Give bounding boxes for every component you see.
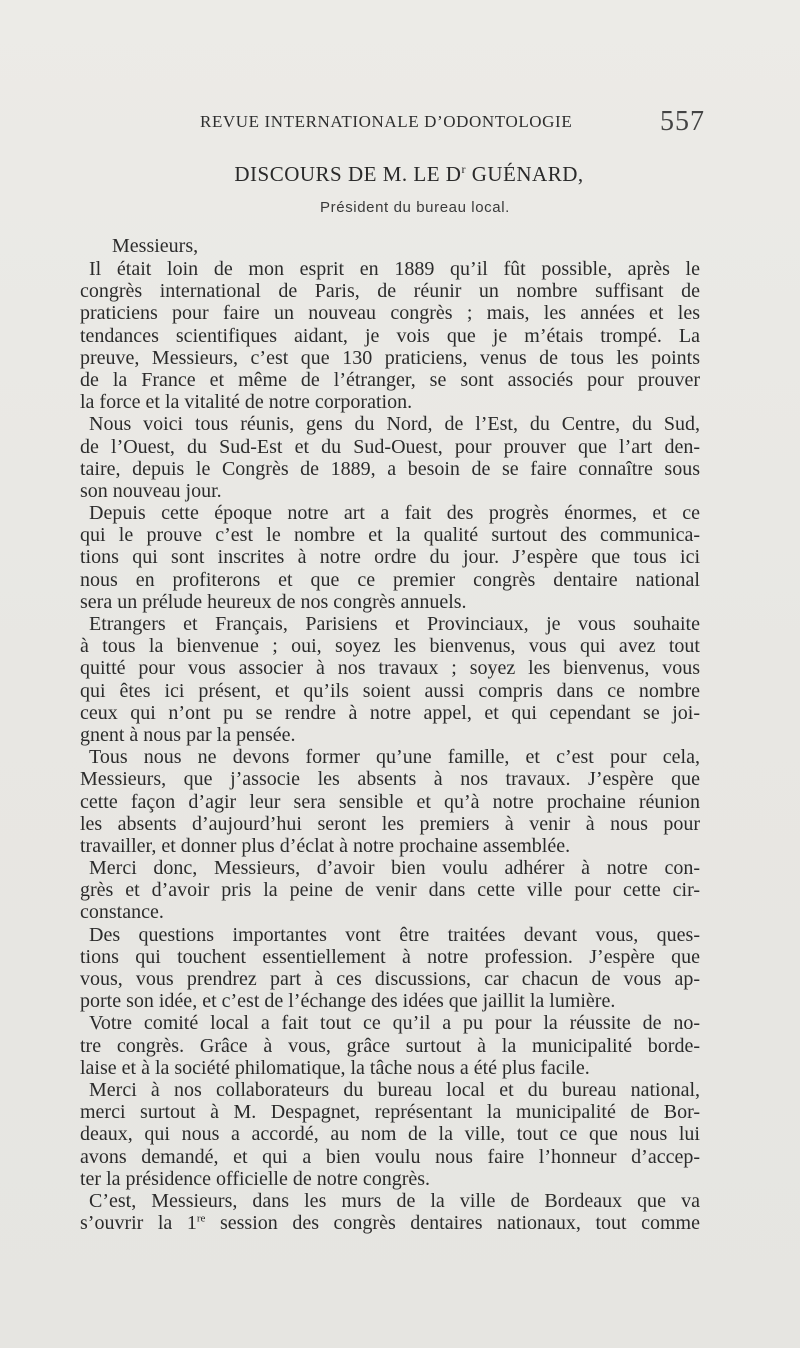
text-line: laise et à la société philomatique, la tâche nous a été plus facile.: [80, 1056, 590, 1079]
text-line: nous en profiterons et que ce premier congrès dentaire national: [80, 568, 700, 591]
text-line: Des questions importantes vont être traitées devant vous, ques-: [89, 923, 700, 946]
text-line: deaux, qui nous a accordé, au nom de la ville, tout ce que nous lui: [80, 1123, 700, 1146]
text-line: tions qui touchent essentiellement à notre profession. J’espère que: [80, 945, 700, 968]
text-line-part: s’ouvrir la 1: [80, 1212, 197, 1235]
text-line: son nouveau jour.: [80, 479, 222, 502]
speech-title-sup: r: [461, 162, 466, 176]
text-line: gnent à nous par la pensée.: [80, 723, 296, 746]
text-line: Nous voici tous réunis, gens du Nord, de l’Est, du Centre, du Sud,: [89, 413, 700, 436]
speech-title: [0, 162, 800, 187]
text-line: Tous nous ne devons former qu’une famille, et c’est pour cela,: [89, 746, 700, 769]
text-line: Votre comité local a fait tout ce qu’il a pu pour la réussite de no-: [89, 1012, 700, 1035]
text-line: qui le prouve c’est le nombre et la qualité surtout des communica-: [80, 524, 700, 547]
speech-title-main: DISCOURS DE M. LE D: [234, 162, 462, 186]
text-line: vous, vous prendrez part à ces discussions, car chacun de vous ap-: [80, 968, 700, 990]
text-line: taire, depuis le Congrès de 1889, a besoin de se faire connaître sous: [80, 457, 700, 480]
text-line: de l’Ouest, du Sud-Est et du Sud-Ouest, pour prouver que l’art den-: [80, 435, 700, 458]
text-line: Messieurs, que j’associe les absents à nos travaux. J’espère que: [80, 768, 700, 791]
text-line: à tous la bienvenue ; oui, soyez les bienvenus, vous qui avez tout: [80, 635, 700, 658]
text-line: grès et d’avoir pris la peine de venir dans cette ville pour cette cir-: [80, 879, 700, 902]
speech-subtitle: Président du bureau local.: [320, 199, 510, 216]
text-line: praticiens pour faire un nouveau congrès ; mais, les années et les: [80, 302, 700, 325]
text-line: congrès international de Paris, de réunir un nombre suffisant de: [80, 280, 700, 303]
text-line: Etrangers et Français, Parisiens et Provinciaux, je vous souhaite: [89, 613, 700, 635]
text-line: C’est, Messieurs, dans les murs de la ville de Bordeaux que va: [89, 1189, 700, 1212]
text-line: la force et la vitalité de notre corporation.: [80, 391, 413, 414]
text-line: tendances scientifiques aidant, je vois que je m’étais trompé. La: [80, 324, 700, 347]
text-line: les absents d’aujourd’hui seront les premiers à venir à nous pour: [80, 812, 700, 835]
text-line: qui êtes ici présent, et qu’ils soient aussi compris dans ce nombre: [80, 679, 700, 702]
page-number: 557: [660, 106, 705, 137]
salutation: Messieurs,: [112, 235, 199, 257]
text-line: Merci à nos collaborateurs du bureau local et du bureau national,: [89, 1078, 700, 1101]
text-line: ter la présidence officielle de notre congrès.: [80, 1167, 431, 1190]
text-line: constance.: [80, 901, 164, 924]
text-line: tions qui sont inscrites à notre ordre du jour. J’espère que tous ici: [80, 546, 700, 569]
text-line: de la France et même de l’étranger, se sont associés pour prouver: [80, 368, 700, 391]
text-line: travailler, et donner plus d’éclat à notre prochaine assemblée.: [80, 834, 571, 857]
text-line: merci surtout à M. Despagnet, représentant la municipalité de Bor-: [80, 1101, 700, 1124]
text-line: [80, 1212, 700, 1234]
text-line-part: session des congrès dentaires nationaux, tout comme: [205, 1212, 700, 1235]
text-line: porte son idée, et c’est de l’échange des idées que jaillit la lumière.: [80, 990, 616, 1013]
text-line: preuve, Messieurs, c’est que 130 praticiens, venus de tous les points: [80, 346, 700, 369]
text-line: tre congrès. Grâce à vous, grâce surtout à la municipalité borde-: [80, 1034, 700, 1057]
running-head: [0, 106, 800, 142]
text-line: Merci donc, Messieurs, d’avoir bien voulu adhérer à notre con-: [89, 857, 700, 880]
text-line: Depuis cette époque notre art a fait des progrès énormes, et ce: [89, 502, 700, 525]
text-line: cette façon d’agir leur sera sensible et qu’à notre prochaine réunion: [80, 790, 700, 813]
journal-title: REVUE INTERNATIONALE D’ODONTOLOGIE: [200, 112, 573, 131]
body-text: [80, 258, 700, 1234]
text-line: sera un prélude heureux de nos congrès annuels.: [80, 590, 467, 613]
text-line: ceux qui n’ont pu se rendre à notre appel, et qui cependant se joi-: [80, 701, 700, 724]
text-line: avons demandé, et qui a bien voulu nous faire l’honneur d’accep-: [80, 1145, 700, 1168]
text-line: Il était loin de mon esprit en 1889 qu’il fût possible, après le: [89, 258, 700, 280]
speech-title-end: GUÉNARD,: [465, 162, 584, 186]
text-line: quitté pour vous associer à nos travaux ; soyez les bienvenus, vous: [80, 657, 700, 680]
text-line-sup: re: [196, 1212, 206, 1225]
